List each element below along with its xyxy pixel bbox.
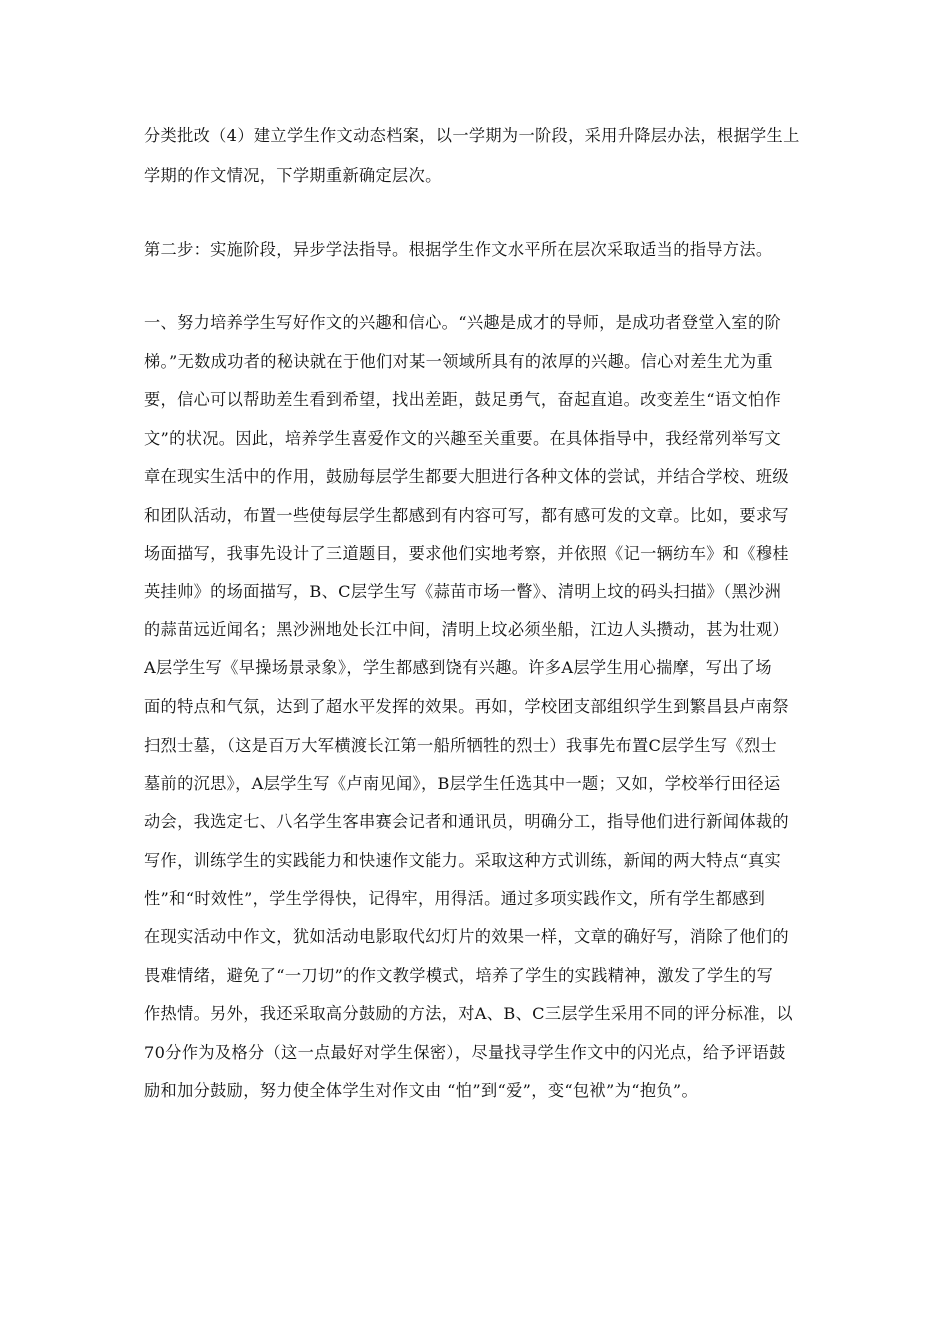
text-line: 学期的作文情况，下学期重新确定层次。 [144, 166, 442, 185]
text-line: 梯。”无数成功者的秘诀就在于他们对某一领域所具有的浓厚的兴趣。信心对差生尤为重 [144, 352, 773, 371]
text-line: 在现实活动中作文，犹如活动电影取代幻灯片的效果一样，文章的确好写，消除了他们的 [144, 927, 789, 946]
text-line: 墓前的沉思》，A层学生写《卢南见闻》，B层学生任选其中一题；又如，学校举行田径运 [144, 774, 781, 793]
text-line: 第二步：实施阶段，异步学法指导。根据学生作文水平所在层次采取适当的指导方法。 [144, 240, 773, 259]
text-line: 励和加分鼓励，努力使全体学生对作文由 “怕”到“爱”，变“包袱”为“抱负”。 [144, 1081, 699, 1100]
text-line: 面的特点和气氛，达到了超水平发挥的效果。再如，学校团支部组织学生到繁昌县卢南祭 [144, 697, 789, 716]
text-line: 70分作为及格分（这一点最好对学生保密），尽量找寻学生作文中的闪光点，给予评语鼓 [144, 1043, 786, 1062]
text-line: 扫烈士墓，（这是百万大军横渡长江第一船所牺牲的烈士）我事先布置C层学生写《烈士 [144, 736, 778, 755]
text-line: A层学生写《早操场景录象》，学生都感到饶有兴趣。许多A层学生用心揣摩，写出了场 [144, 658, 772, 677]
text-line: 一、努力培养学生写好作文的兴趣和信心。“兴趣是成才的导师，是成功者登堂入室的阶 [144, 313, 782, 332]
text-line: 的蒜苗远近闻名；黑沙洲地处长江中间，清明上坟必须坐船，江边人头攒动，甚为壮观） [144, 620, 789, 639]
text-line: 要，信心可以帮助差生看到希望，找出差距，鼓足勇气，奋起直追。改变差生“语文怕作 [144, 390, 782, 409]
text-line: 性”和“时效性”，学生学得快，记得牢，用得活。通过多项实践作文，所有学生都感到 [144, 889, 766, 908]
text-line: 写作，训练学生的实践能力和快速作文能力。采取这种方式训练，新闻的两大特点“真实 [144, 851, 782, 870]
text-line: 章在现实生活中的作用，鼓励每层学生都要大胆进行各种文体的尝试，并结合学校、班级 [144, 467, 789, 486]
text-line: 畏难情绪，避免了“一刀切”的作文教学模式，培养了学生的实践精神，激发了学生的写 [144, 966, 774, 985]
text-line: 和团队活动，布置一些使每层学生都感到有内容可写，都有感可发的文章。比如，要求写 [144, 506, 789, 525]
text-line: 英挂帅》的场面描写，B、C层学生写《蒜苗市场一瞥》、清明上坟的码头扫描》（黑沙洲 [144, 582, 782, 601]
text-line: 场面描写，我事先设计了三道题目，要求他们实地考察，并依照《记一辆纺车》和《穆桂 [144, 544, 789, 563]
text-line: 动会，我选定七、八名学生客串赛会记者和通讯员，明确分工，指导他们进行新闻体裁的 [144, 812, 789, 831]
text-line: 作热情。另外，我还采取高分鼓励的方法，对A、B、C三层学生采用不同的评分标准，以 [144, 1004, 793, 1023]
text-line: 文”的状况。因此，培养学生喜爱作文的兴趣至关重要。在具体指导中，我经常列举写文 [144, 429, 782, 448]
text-line: 分类批改（4）建立学生作文动态档案，以一学期为一阶段，采用升降层办法，根据学生上 [144, 126, 800, 145]
